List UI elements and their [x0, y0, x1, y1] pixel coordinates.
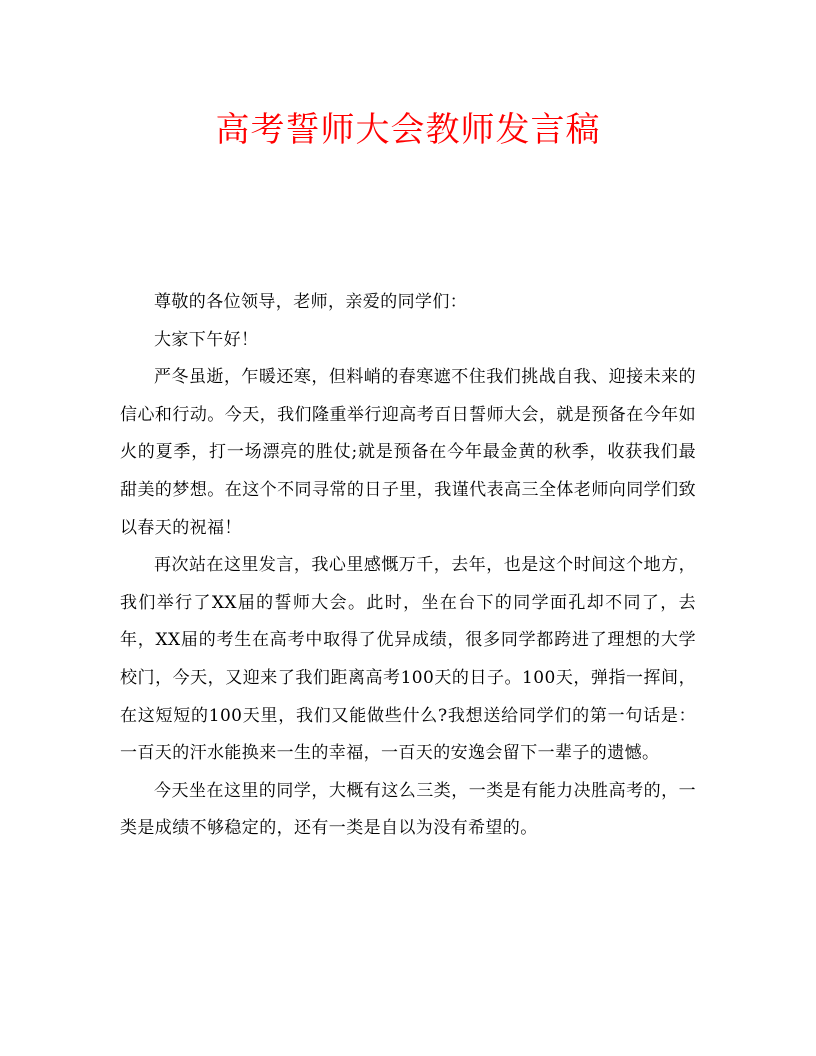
paragraph-opening: 严冬虽逝，乍暖还寒，但料峭的春寒遮不住我们挑战自我、迎接未来的信心和行动。今天，我们隆重举行迎高考百日誓师大会，就是预备在今年如火的夏季，打一场漂亮的胜仗;就是预备在今年最金黄的秋季，收获我们最甜美的梦想。在这个不同寻常的日子里，我谨代表高三全体老师向同学们致以春天的祝福！ — [120, 367, 696, 538]
paragraph-greeting: 尊敬的各位领导，老师，亲爱的同学们： — [154, 292, 468, 312]
document-body — [120, 284, 696, 848]
paragraph-salutation: 大家下午好！ — [154, 329, 259, 350]
paragraph-reflection: 再次站在这里发言，我心里感慨万千，去年，也是这个时间这个地方，我们举行了XX届的誓师大会。此时，坐在台下的同学面孔却不同了，去年，XX届的考生在高考中取得了优异成绩，很多同学都跨进了理想的大学校门，今天，又迎来了我们距离高考100天的日子。100天，弹指一挥间，在这短短的100天里，我们又能做些什么?我想送给同学们的第一句话是：一百天的汗水能换来一生的幸福，一百天的安逸会留下一辈子的遗憾。 — [120, 555, 696, 764]
document-title: 高考誓师大会教师发言稿 — [215, 110, 601, 150]
paragraph-student-types: 今天坐在这里的同学，大概有这么三类，一类是有能力决胜高考的，一类是成绩不够稳定的，还有一类是自以为没有希望的。 — [120, 780, 696, 839]
